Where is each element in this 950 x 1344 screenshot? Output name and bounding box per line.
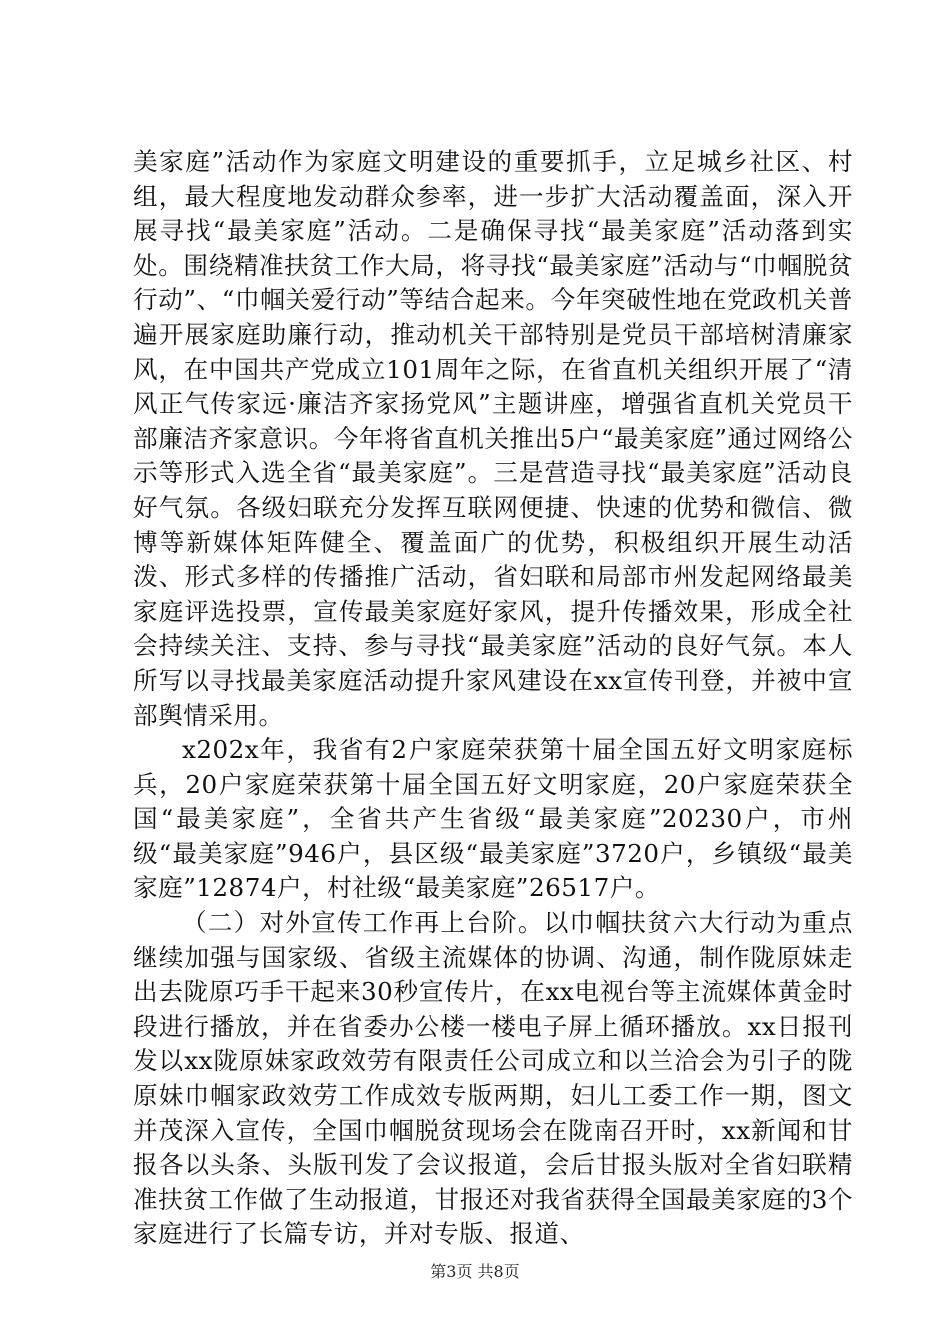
document-body xyxy=(133,145,853,1252)
page-footer: 第3页 共8页 xyxy=(430,1262,520,1281)
paragraph-statistics: x202x年，我省有2户家庭荣获第十届全国五好文明家庭标兵，20户家庭荣获第十届全国五好文明家庭，20户家庭荣获全国“最美家庭”，全省共产生省级“最美家庭”20230户，市州级“最美家庭”946户，县区级“最美家庭”3720户，乡镇级“最美家庭”12874户，村社级“最美家庭”26517户。 xyxy=(133,735,853,903)
paragraph-continued: 美家庭”活动作为家庭文明建设的重要抓手，立足城乡社区、村组，最大程度地发动群众参率，进一步扩大活动覆盖面，深入开展寻找“最美家庭”活动。二是确保寻找“最美家庭”活动落到实处。围绕精准扶贫工作大局，将寻找“最美家庭”活动与“巾帼脱贫行动”、“巾帼关爱行动”等结合起来。今年突破性地在党政机关普遍开展家庭助廉行动，推动机关干部特别是党员干部培树清廉家风，在中国共产党成立101周年之际，在省直机关组织开展了“清风正气传家远·廉洁齐家扬党风”主题讲座，增强省直机关党员干部廉洁齐家意识。今年将省直机关推出5户“最美家庭”通过网络公示等形式入选全省“最美家庭”。三是营造寻找“最美家庭”活动良好气氛。各级妇联充分发挥互联网便捷、快速的优势和微信、微博等新媒体矩阵健全、覆盖面广的优势，积极组织开展生动活泼、形式多样的传播推广活动，省妇联和局部市州发起网络最美家庭评选投票，宣传最美家庭好家风，提升传播效果，形成全社会持续关注、支持、参与寻找“最美家庭”活动的良好气氛。本人所写以寻找最美家庭活动提升家风建设在xx宣传刊登，并被中宣部舆情采用。 xyxy=(133,147,853,730)
paragraph-external-publicity: （二）对外宣传工作再上台阶。以巾帼扶贫六大行动为重点继续加强与国家级、省级主流媒体的协调、沟通，制作陇原妹走出去陇原巧手干起来30秒宣传片，在xx电视台等主流媒体黄金时段进行播放，并在省委办公楼一楼电子屏上循环播放。xx日报刊发以xx陇原妹家政效劳有限责任公司成立和以兰洽会为引子的陇原妹巾帼家政效劳工作成效专版两期，妇儿工委工作一期，图文并茂深入宣传，全国巾帼脱贫现场会在陇南召开时，xx新闻和甘报各以头条、头版刊发了会议报道，会后甘报头版对全省妇联精准扶贫工作做了生动报道，甘报还对我省获得全国最美家庭的3个家庭进行了长篇专访，并对专版、报道、 xyxy=(133,908,853,1249)
